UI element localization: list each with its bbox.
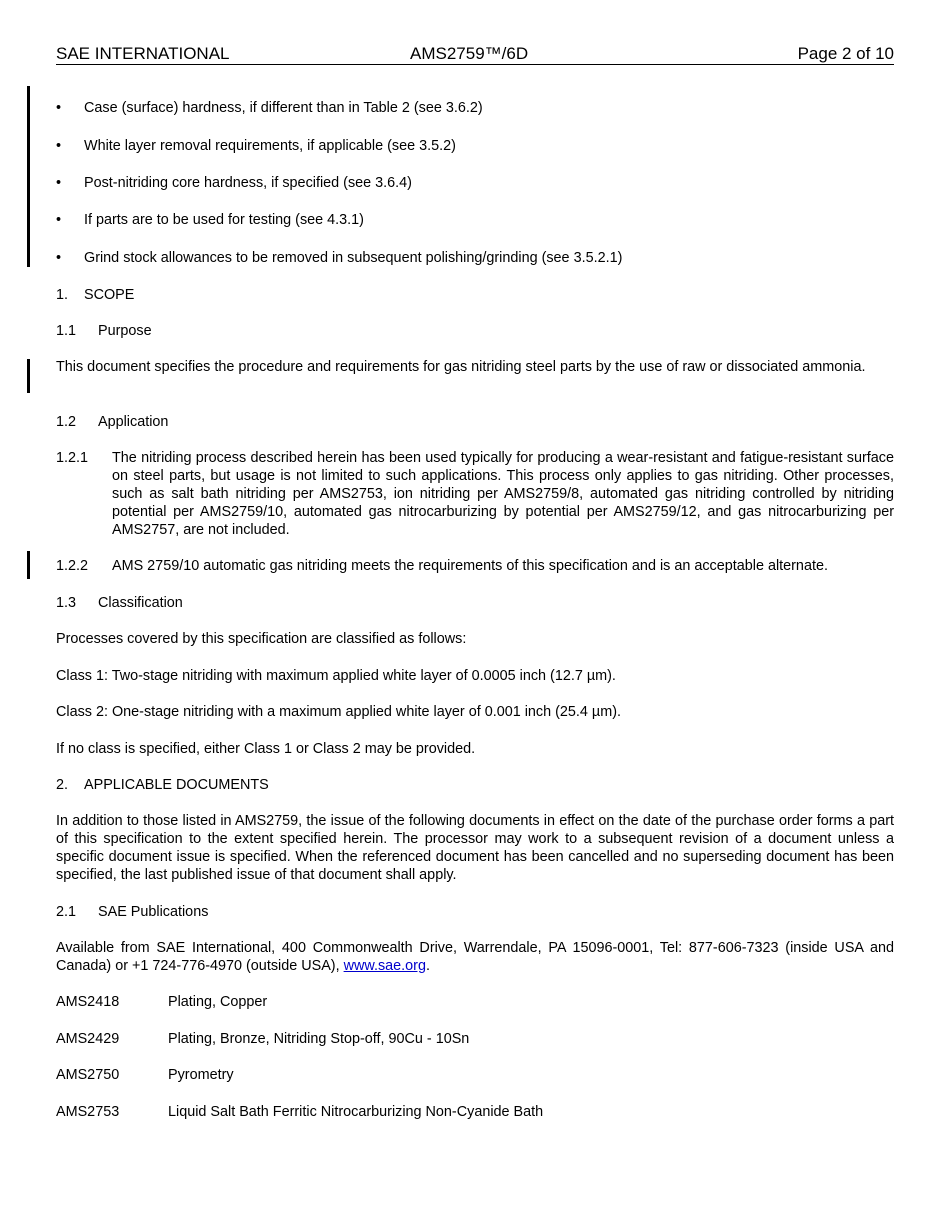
section-heading-application [56, 413, 894, 431]
classification-intro: Processes covered by this specification are classified as follows: [56, 631, 467, 647]
availability-end: . [425, 958, 430, 974]
reference-code: AMS2753 [56, 1104, 120, 1120]
section-title: SCOPE [84, 287, 135, 303]
list-item-text: If parts are to be used for testing (see 4.3.1) [84, 212, 364, 228]
reference-code: AMS2429 [56, 1031, 120, 1047]
bullet-symbol: • [56, 175, 62, 191]
paragraph-number: 1.2.2 [56, 558, 89, 574]
section-heading-classification [56, 594, 894, 612]
list-item-text: Post-nitriding core hardness, if specified (see 3.6.4) [84, 175, 412, 191]
paragraph-text: AMS 2759/10 automatic gas nitriding meets the requirements of this specification and is an acceptable alternate. [112, 558, 828, 574]
revision-bar-1-2-2 [27, 551, 30, 579]
header-publisher: SAE INTERNATIONAL [56, 44, 230, 63]
reference-title: Plating, Copper [168, 994, 268, 1010]
section-title: APPLICABLE DOCUMENTS [84, 777, 269, 793]
list-item-text: Case (surface) hardness, if different than in Table 2 (see 3.6.2) [84, 100, 483, 116]
section-heading-sae-publications [56, 903, 894, 921]
purpose-paragraph: This document specifies the procedure and requirements for gas nitriding steel parts by the use of raw or dissociated ammonia. [56, 359, 866, 375]
availability-text: Available from SAE International, 400 Commonwealth Drive, Warrendale, PA 15096-0001, Tel: 877-606-7323 (inside USA and Canada) or +1 724-776-4970 (outside USA), [56, 940, 894, 974]
sae-availability-paragraph [56, 939, 894, 975]
section-heading-scope [56, 286, 894, 304]
paragraph-number: 1.2.1 [56, 450, 89, 466]
section-number: 1.3 [56, 595, 77, 611]
class-2-definition: Class 2: One-stage nitriding with a maximum applied white layer of 0.001 inch (25.4 µm). [56, 704, 621, 720]
paragraph-text: The nitriding process described herein has been used typically for producing a wear-resistant and fatigue-resistant surface on steel parts, but usage is not limited to such applications. This process only applies to gas nitriding. Other processes, such as salt bath nitriding per AMS2753, ion nitriding per AMS2759/8, automated gas nitriding controlled by nitriding potential per AMS2759/10, automated gas nitrocarburizing by potential per AMS2759/12, and gas nitrocarburizing per AMS2757, are not included. [112, 450, 894, 538]
section-title: Application [98, 414, 169, 430]
sae-website-link[interactable]: www.sae.org [343, 958, 426, 974]
bullet-symbol: • [56, 138, 62, 154]
section-number: 1.1 [56, 323, 77, 339]
reference-title: Plating, Bronze, Nitriding Stop-off, 90Cu - 10Sn [168, 1031, 470, 1047]
section-number: 1.2 [56, 414, 77, 430]
section-number: 1. [56, 287, 69, 303]
list-item-text: White layer removal requirements, if applicable (see 3.5.2) [84, 138, 456, 154]
header-document-number: AMS2759™/6D [410, 44, 529, 63]
section-number: 2. [56, 777, 69, 793]
reference-code: AMS2418 [56, 994, 120, 1010]
applicable-documents-paragraph: In addition to those listed in AMS2759, the issue of the following documents in effect on the date of the purchase order forms a part of this specification to the extent specified herein. The processor may work to a subsequent revision of a document unless a specific document issue is specified. When the referenced document has been cancelled and no superseding document has been specified, the last published issue of that document shall apply. [56, 813, 894, 883]
revision-bar-purpose [27, 359, 30, 393]
bullet-symbol: • [56, 212, 62, 228]
page-header [56, 44, 894, 65]
list-item-text: Grind stock allowances to be removed in subsequent polishing/grinding (see 3.5.2.1) [84, 250, 623, 266]
section-heading-applicable-documents [56, 776, 894, 794]
section-title: Classification [98, 595, 183, 611]
reference-title: Liquid Salt Bath Ferritic Nitrocarburizing Non-Cyanide Bath [168, 1104, 544, 1120]
section-heading-purpose [56, 322, 894, 340]
reference-code: AMS2750 [56, 1067, 120, 1083]
class-note: If no class is specified, either Class 1 or Class 2 may be provided. [56, 741, 476, 757]
bullet-symbol: • [56, 100, 62, 116]
revision-bar-bullets [27, 86, 30, 267]
header-page-number: Page 2 of 10 [797, 44, 894, 63]
section-title: SAE Publications [98, 904, 209, 920]
class-1-definition: Class 1: Two-stage nitriding with maximum applied white layer of 0.0005 inch (12.7 µm). [56, 668, 616, 684]
section-title: Purpose [98, 323, 152, 339]
reference-title: Pyrometry [168, 1067, 234, 1083]
section-number: 2.1 [56, 904, 77, 920]
bullet-symbol: • [56, 250, 62, 266]
